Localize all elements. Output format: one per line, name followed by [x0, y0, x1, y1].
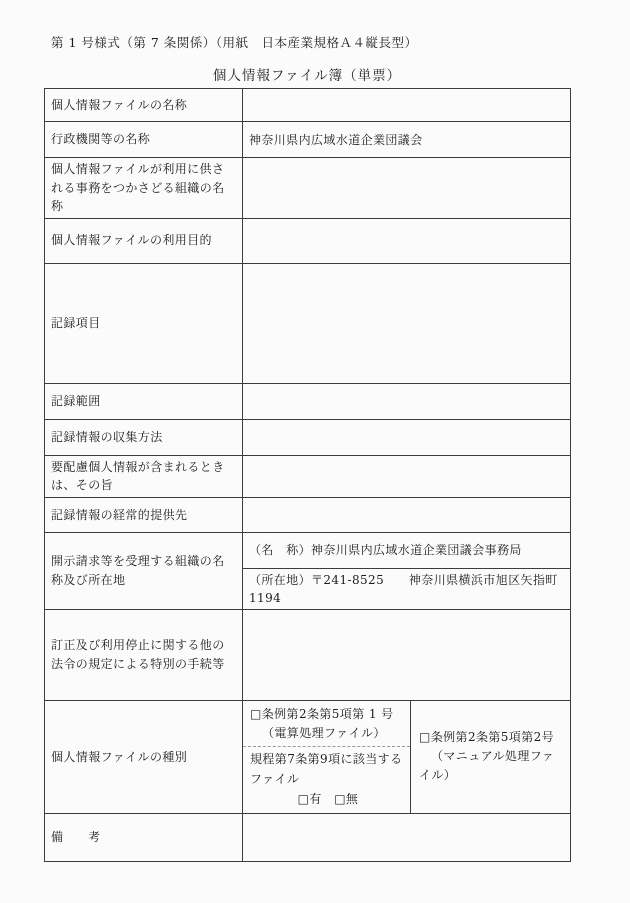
row-label: 記録情報の収集方法: [45, 419, 243, 455]
table-row-purpose: [45, 218, 571, 263]
row-label: 記録項目: [45, 263, 243, 383]
table-row-record-items: [45, 263, 571, 383]
rule-line-2: ファイル: [250, 772, 300, 787]
row-label: 備 考: [45, 813, 243, 861]
table-row-regular-recipients: [45, 497, 571, 532]
row-value: [243, 813, 571, 861]
table-row-file-name: [45, 89, 571, 122]
ordinance-no1-sub-line: （電算処理ファイル）: [262, 726, 386, 741]
row-label: 訂正及び利用停止に関する他の法令の規定による特別の手続等: [45, 609, 243, 700]
table-row-correction-procedures: [45, 609, 571, 700]
table-row-organization: [45, 158, 571, 219]
personal-info-file-table: [44, 88, 571, 862]
table-row-collection-method: [45, 419, 571, 455]
row-value: [243, 455, 571, 497]
rule-yes-no-checkboxes: □有 □無: [297, 791, 359, 806]
row-label: 個人情報ファイルの利用目的: [45, 218, 243, 263]
row-value: [243, 383, 571, 419]
ordinance-no1-checkbox-line: □条例第2条第5項第 1 号: [250, 706, 394, 721]
rule-line-1: 規程第7条第9項に該当する: [250, 752, 403, 767]
table-row-disclosure-office-name: [45, 532, 571, 568]
row-value: [243, 89, 571, 122]
row-label: 行政機関等の名称: [45, 122, 243, 158]
row-label: 開示請求等を受理する組織の名称及び所在地: [45, 532, 243, 609]
file-type-electronic-cell: [243, 700, 411, 813]
page-title: 個人情報ファイル簿（単票）: [212, 68, 402, 84]
row-value: 神奈川県内広域水道企業団議会: [243, 122, 571, 158]
table-row-remarks: [45, 813, 571, 861]
row-value: [243, 158, 571, 219]
file-type-rule-block: [243, 747, 410, 812]
row-value: [243, 263, 571, 383]
row-label: 要配慮個人情報が含まれるときは、その旨: [45, 455, 243, 497]
disclosure-office-name: （名 称）神奈川県内広域水道企業団議会事務局: [243, 532, 571, 568]
disclosure-office-address: （所在地）〒241-8525 神奈川県横浜市旭区矢指町1194: [243, 568, 571, 609]
table-row-file-type: [45, 700, 571, 813]
row-label: 個人情報ファイルが利用に供される事務をつかさどる組織の名称: [45, 158, 243, 219]
row-label: 記録情報の経常的提供先: [45, 497, 243, 532]
form-number-line: 第 1 号様式（第 7 条関係）（用紙 日本産業規格Ａ４縦長型）: [51, 35, 418, 50]
table-row-record-scope: [45, 383, 571, 419]
table-row-sensitive-info: [45, 455, 571, 497]
row-label: 記録範囲: [45, 383, 243, 419]
ordinance-no2-checkbox-line: □条例第2条第5項第2号: [419, 730, 555, 745]
row-value: [243, 419, 571, 455]
file-type-manual-cell: [411, 700, 571, 813]
row-label: 個人情報ファイルの種別: [45, 700, 243, 813]
row-value: [243, 218, 571, 263]
row-value: [243, 497, 571, 532]
ordinance-no2-sub-line: （マニュアル処理ファイル）: [419, 749, 555, 783]
row-label: 個人情報ファイルの名称: [45, 89, 243, 122]
row-value: [243, 609, 571, 700]
file-type-ordinance-no1-block: [243, 701, 410, 747]
table-row-agency-name: [45, 122, 571, 158]
